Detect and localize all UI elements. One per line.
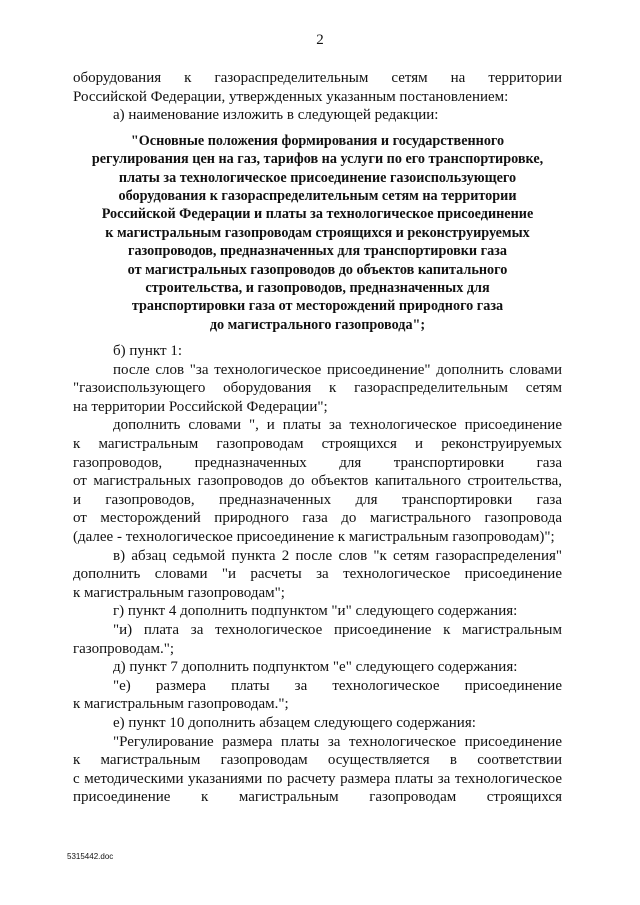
title-line: транспортировки газа от месторождений природного газа (131, 298, 504, 315)
text-line: к магистральным газопроводам строящихся и реконструируемых (73, 436, 562, 453)
title-line: до магистрального газопровода"; (209, 316, 426, 333)
text-line: "и) плата за технологическое присоединение к магистральным (113, 621, 562, 638)
text-line: дополнить словами ", и платы за технологическое присоединение (113, 417, 562, 434)
text-line: е) пункт 10 дополнить абзацем следующего содержания: (113, 714, 476, 731)
text-line: к магистральным газопроводам осуществляется в соответствии (73, 752, 562, 769)
text-line: б) пункт 1: (113, 343, 182, 360)
title-line: "Основные положения формирования и государственного (130, 132, 505, 149)
title-line: газопроводов, предназначенных для транспортировки газа (128, 243, 507, 260)
text-line: "е) размера платы за технологическое присоединение (113, 677, 562, 694)
title-line: платы за технологическое присоединение газоиспользующего (118, 169, 517, 186)
title-line: Российской Федерации и платы за технологическое присоединение (101, 206, 534, 223)
text-line: газопроводов, предназначенных для транспортировки газа (73, 454, 562, 471)
text-line: после слов "за технологическое присоединение" дополнить словами (113, 361, 562, 378)
text-line: к магистральным газопроводам."; (73, 696, 289, 713)
text-line: на территории Российской Федерации"; (73, 398, 328, 415)
text-line: газопроводам."; (73, 640, 175, 657)
text-line: оборудования к газораспределительным сетям на территории (73, 70, 562, 86)
title-line: к магистральным газопроводам строящихся и реконструируемых (105, 224, 530, 241)
text-line: от месторождений природного газа до магистрального газопровода (73, 510, 562, 527)
text-line: "Регулирование размера платы за технологическое присоединение (113, 733, 562, 750)
title-line: оборудования к газораспределительным сетям на территории (118, 187, 517, 204)
text-line: к магистральным газопроводам"; (73, 584, 285, 601)
text-line: Российской Федерации, утвержденных указанным постановлением: (73, 88, 509, 105)
text-line: д) пункт 7 дополнить подпунктом "е" следующего содержания: (113, 659, 518, 676)
title-line: от магистральных газопроводов до объектов капитального (127, 261, 508, 278)
footer-doc-id: 5315442.doc (67, 852, 114, 861)
title-line: строительства, и газопроводов, предназначенных для (145, 279, 490, 296)
text-line: дополнить словами "и расчеты за технологическое присоединение (73, 566, 562, 583)
document-title (73, 125, 562, 342)
document-body (73, 69, 562, 807)
text-line: присоединение к магистральным газопроводам строящихся (73, 789, 562, 806)
text-line: в) абзац седьмой пункта 2 после слов "к сетям газораспределения" (113, 547, 562, 564)
text-line: и газопроводов, предназначенных для транспортировки газа (73, 491, 562, 508)
text-line: от магистральных газопроводов до объектов капитального строительства, (73, 473, 562, 490)
text-line: а) наименование изложить в следующей редакции: (113, 107, 439, 124)
text-line: с методическими указаниями по расчету размера платы за технологическое (73, 770, 562, 787)
text-line: (далее - технологическое присоединение к магистральным газопроводам)"; (73, 529, 555, 546)
page-number: 2 (316, 32, 324, 48)
title-line: регулирования цен на газ, тарифов на услуги по его транспортировке, (91, 151, 544, 168)
text-line: "газоиспользующего оборудования к газораспределительным сетям (73, 380, 562, 397)
text-line: г) пункт 4 дополнить подпунктом "и" следующего содержания: (113, 603, 518, 620)
